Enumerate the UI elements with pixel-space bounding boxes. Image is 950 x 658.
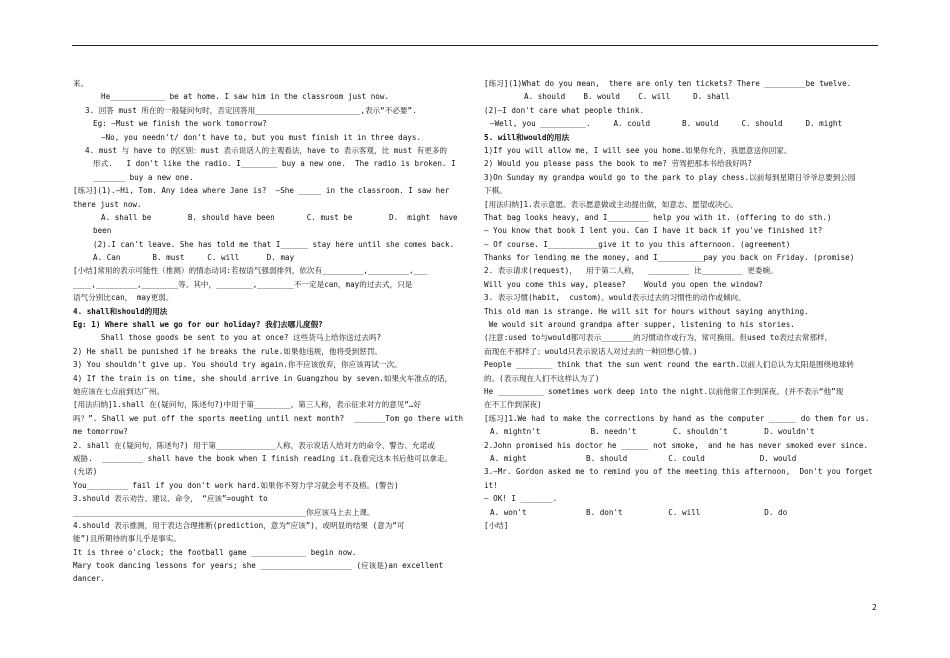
left-column xyxy=(73,77,469,586)
right-column xyxy=(484,77,879,532)
text-line: (允诺) xyxy=(73,467,98,477)
text-line: People ________ think that the sun went round the earth.以前人们总认为太阳是围绕地球转 xyxy=(484,360,854,370)
text-line: 3.—Mr. Gordon asked me to remind you of the meeting this afternoon, Don't you forget xyxy=(484,467,873,477)
text-line: 的。(表示现在人们不这样认为了) xyxy=(484,373,600,383)
text-line: He____________ be at home. I saw him in the classroom just now. xyxy=(101,92,390,102)
text-line: [用法归纳]1.shall 在(疑问句，陈述句?)中用于第________、第三人称，表示征求对方的意见“…好 xyxy=(73,400,422,410)
text-line: there just now. xyxy=(73,199,142,209)
text-line: 3)On Sunday my grandpa would go to the park to play chess.以前每到星期日爷爷总要到公园 xyxy=(484,172,856,182)
text-line: — You know that book I lent you. Can I have it back if you've finished it? xyxy=(484,226,823,236)
text-line: 2. 表示请求(request)， 用于第二人称， _________ 比_________ 更委婉。 xyxy=(484,266,778,276)
text-line: it! xyxy=(484,480,498,490)
text-line: [小结] xyxy=(484,520,509,530)
text-line: 3. 回答 must 所在的一般疑问句时，否定回答用_______________________,表示“不必要”. xyxy=(85,105,417,115)
text-line: 2) Would you please pass the book to me? 劳驾把那本书给我好吗? xyxy=(484,159,752,169)
text-line: 4. shall和should的用法 xyxy=(73,306,168,316)
text-line: 4. must 与 have to 的区别：must 表示说话人的主观看法，have to 表示客观，比 must 有更多的 xyxy=(85,145,448,155)
text-line: A. should B. would C. will D. shall xyxy=(524,92,730,102)
text-line: 吗？”. Shall we put off the sports meeting until next month? _______Tom go there with xyxy=(73,413,464,423)
text-line: 2.John promised his doctor he ______ not smoke, and he has never smoked ever since. xyxy=(484,440,869,450)
text-line: 4) If the train is on time, she should arrive in Guangzhou by seven.如果火车准点的话， xyxy=(73,373,453,383)
text-line: Eg: —Must we finish the work tomorrow? xyxy=(93,119,267,129)
text-line: We would sit around grandpa after supper, listening to his stories. xyxy=(484,320,795,330)
text-line: That bag looks heavy, and I_________ help you with it. (offering to do sth.) xyxy=(484,212,832,222)
text-line: 语气分别比can， may更弱。 xyxy=(73,293,174,303)
text-line: _______ buy a new one. xyxy=(93,172,194,182)
text-line: Shall those goods be sent to you at once? 这些货马上给你送过去吗? xyxy=(101,333,382,343)
text-line: (2).I can't leave. She has told me that I______ stay here until she comes back. xyxy=(93,239,455,249)
text-line: 3) You shouldn't give up. You should try again.你不应该放弃，你应该再试一次。 xyxy=(73,360,402,370)
text-line: 在不工作到深夜) xyxy=(484,400,542,410)
text-line: [练习](1)What do you mean, there are only ten tickets? There _________be twelve. xyxy=(484,79,852,88)
text-line: A. won't B. don't C. will D. do xyxy=(490,507,788,517)
text-line: —No, you needn't/ don't have to, but you must finish it in three days. xyxy=(101,132,422,142)
text-line: [用法归纳]1.表示意愿。表示愿意做或主动提出做，如意志、愿望或决心。 xyxy=(484,199,738,209)
text-line: A. mightn't B. needn't C. shouldn't D. wouldn't xyxy=(490,427,815,437)
text-line: ___________________________________________________你应该马上去上课。 xyxy=(73,507,375,517)
page-number: 2 xyxy=(872,603,877,612)
text-line: been xyxy=(93,226,112,236)
text-line: Mary took dancing lessons for years; she ____________________ (应该是)an excellent xyxy=(73,561,444,571)
text-line: 能”)且所期待的事儿乎是事实。 xyxy=(73,534,181,544)
header-rule xyxy=(72,45,878,46)
text-line: He __________ sometimes work deep into the night.以前他常工作到深夜。(并不表示“他”现 xyxy=(484,386,844,396)
text-line: (注意:used to与would都可表示_______的习惯动作或行为，常可换用。但used to表过去常那样， xyxy=(484,333,833,343)
text-line: —Well, you __________. A. could B. would C. should D. might xyxy=(490,119,843,129)
text-line: Thanks for lending me the money, and I__________pay you back on Friday. (promise) xyxy=(484,253,855,263)
text-line: 2. shall 在(疑问句，陈述句?) 用于第_____________人称，表示说话人给对方的命令、警告、允诺或 xyxy=(73,440,435,450)
text-line: A. shall be B. should have been C. must be D. might have xyxy=(101,212,458,222)
text-line: It is three o'clock; the football game ____________ begin now. xyxy=(73,547,357,557)
text-line: 1)If you will allow me, I will see you home.如果你允许，我愿意送你回家。 xyxy=(484,145,792,155)
text-line: 形式. I don't like the radio. I________ buy a new one. The radio is broken. I xyxy=(93,159,456,169)
text-line: You_________ fail if you don't work hard.如果你不努力学习就会考不及格。(警告) xyxy=(73,480,399,490)
text-line: dancer. xyxy=(73,574,106,584)
text-line: — OK! I _______. xyxy=(484,494,558,504)
text-line: 而现在不那样了；would只表示说话人对过去的一种回想心情。) xyxy=(484,346,698,356)
text-line: ____,_________,________等。其中，________,________不一定是can，may的过去式，只是 xyxy=(73,279,413,289)
text-line: Eg: 1) Where shall we go for our holiday? 我们去哪儿度假? xyxy=(73,320,323,330)
text-line: [练习]1.We had to make the corrections by hand as the computer ______ do them for us. xyxy=(484,413,870,423)
text-line: 下棋。 xyxy=(484,186,507,196)
text-line: [练习](1).—Hi, Tom. Any idea where Jane is? —She _____ in the classroom. I saw her xyxy=(73,186,450,196)
text-line: me tomorrow? xyxy=(73,427,128,437)
text-line: 3. 表示习惯(habit, custom)。would表示过去的习惯性的动作或倾向。 xyxy=(484,293,746,303)
text-line: Will you come this way, please? Would you open the window? xyxy=(484,279,763,289)
text-line: (2)—I don't care what people think. xyxy=(484,105,645,115)
text-line: A. might B. should C. could D. would xyxy=(490,453,797,463)
text-line: 4.should 表示推测，用于表达合理推断(prediction，意为“应该”)，或明显的结果 (意为“可 xyxy=(73,520,405,530)
text-line: 威胁. _________ shall have the book when I finish reading it.我看完这本书后他可以拿走。 xyxy=(73,453,453,463)
text-line: 来。 xyxy=(73,79,89,88)
text-line: 5. will和would的用法 xyxy=(484,132,570,142)
text-line: This old man is strange. He will sit for hours without saying anything. xyxy=(484,306,809,316)
text-line: — Of course. I___________give it to you this afternoon. (agreement) xyxy=(484,239,791,249)
text-line: 2) He shall be punished if he breaks the rule.如果他违规，他将受到惩罚。 xyxy=(73,346,383,356)
text-line: A. Can B. must C. will D. may xyxy=(93,253,295,263)
text-line: [小结]常用的表示可能性（推测）的情态动词:若按语气强弱排列，依次有_________,_________,___ xyxy=(73,266,428,276)
text-line: 她应该在七点前到达广州。 xyxy=(73,386,165,396)
text-line: 3.should 表示劝告、建议、命令， “应该”=ought to xyxy=(73,494,268,504)
